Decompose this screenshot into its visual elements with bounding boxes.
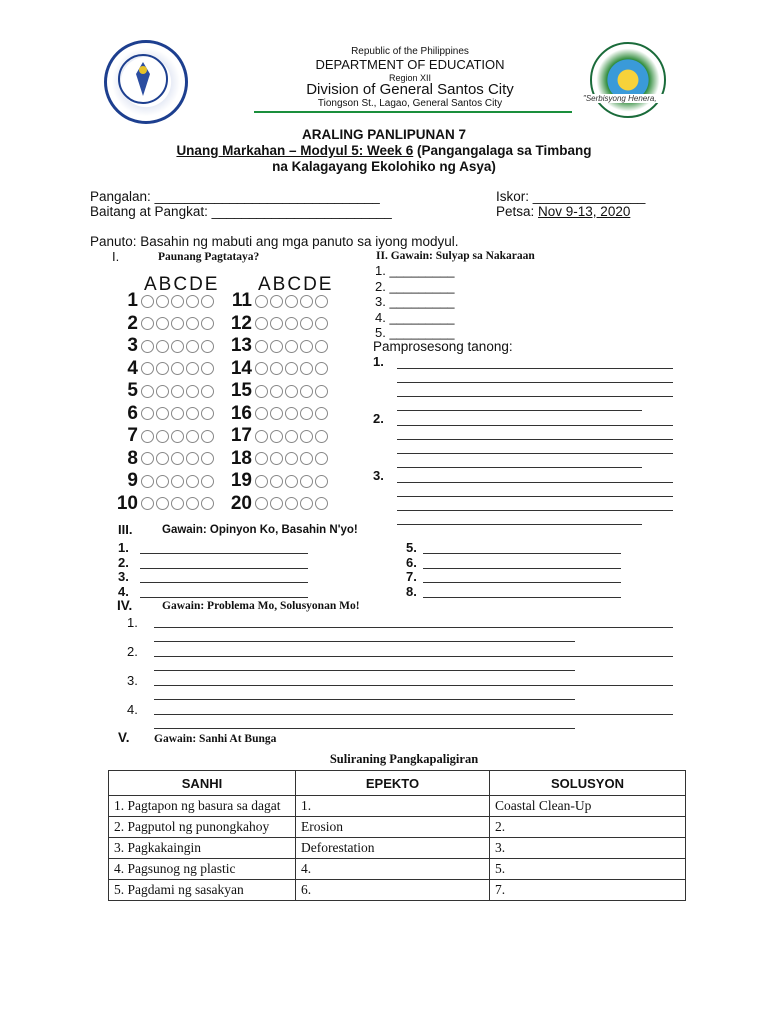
answer-bubble[interactable] [300, 362, 313, 375]
answer-bubble[interactable] [255, 295, 268, 308]
answer-bubble[interactable] [141, 475, 154, 488]
deped-seal-logo [104, 40, 188, 124]
part3-answer-line[interactable] [140, 568, 308, 569]
answer-bubble[interactable] [315, 452, 328, 465]
answer-row [228, 449, 330, 469]
name-blank: ______________________________ [154, 189, 380, 204]
item-number: 11 [231, 290, 252, 311]
part3-item-number: 3. [118, 569, 129, 584]
instructions: Panuto: Basahin ng mabuti ang mga panuto sa iyong modyul. [90, 234, 459, 249]
answer-bubble[interactable] [270, 497, 283, 510]
table-row [109, 859, 686, 880]
answer-row [228, 494, 330, 514]
answer-bubble[interactable] [300, 385, 313, 398]
answer-bubble[interactable] [141, 497, 154, 510]
answer-bubble[interactable] [171, 317, 184, 330]
answer-line[interactable] [397, 496, 673, 497]
part3-answer-line[interactable] [423, 568, 621, 569]
item-number: 9 [127, 470, 138, 491]
answer-line[interactable] [397, 482, 673, 483]
answer-bubble[interactable] [270, 385, 283, 398]
part4-answer-line[interactable] [154, 670, 575, 671]
answer-row [114, 314, 216, 334]
part3-answer-line[interactable] [423, 553, 621, 554]
answer-bubble[interactable] [270, 452, 283, 465]
answer-bubble[interactable] [255, 385, 268, 398]
answer-bubble[interactable] [156, 340, 169, 353]
cell-epekto: 6. [296, 880, 490, 901]
score-label: Iskor: [496, 189, 533, 204]
answer-bubble[interactable] [186, 340, 199, 353]
answer-bubble[interactable] [171, 497, 184, 510]
name-field[interactable] [90, 189, 380, 204]
answer-bubble[interactable] [186, 430, 199, 443]
item-number: 13 [230, 335, 252, 356]
part4-item-number: 3. [127, 673, 138, 688]
answer-bubble[interactable] [300, 407, 313, 420]
item-number: 16 [230, 402, 252, 424]
part2-item[interactable]: 2. _________ [375, 278, 455, 294]
item-number: 1 [127, 290, 138, 311]
grade-label: Baitang at Pangkat: [90, 204, 212, 219]
answer-bubble[interactable] [141, 385, 154, 398]
part1-title: Paunang Pagtataya? [158, 251, 260, 263]
part4-answer-line[interactable] [154, 656, 673, 657]
part3-answer-line[interactable] [140, 597, 308, 598]
answer-bubble[interactable] [201, 295, 214, 308]
part3-item-number: 1. [118, 540, 129, 555]
part5-title: Gawain: Sanhi At Bunga [154, 733, 277, 745]
cell-solusyon: 7. [490, 880, 686, 901]
item-number: 17 [230, 425, 252, 446]
part4-answer-line[interactable] [154, 627, 673, 628]
answer-letters-left: ABCDE [144, 274, 220, 295]
column-header-epekto: EPEKTO [296, 771, 490, 796]
answer-bubble[interactable] [285, 317, 298, 330]
cause-effect-table [108, 770, 686, 901]
answer-bubble[interactable] [255, 430, 268, 443]
answer-row [114, 426, 216, 446]
answer-bubble[interactable] [255, 452, 268, 465]
answer-bubble[interactable] [270, 407, 283, 420]
answer-row [228, 336, 330, 356]
answer-bubble[interactable] [255, 497, 268, 510]
answer-bubble[interactable] [186, 407, 199, 420]
answer-bubble[interactable] [171, 340, 184, 353]
answer-bubble[interactable] [315, 340, 328, 353]
answer-bubble[interactable] [315, 385, 328, 398]
answer-bubble[interactable] [315, 295, 328, 308]
answer-row [228, 381, 330, 401]
part4-numeral: IV. [117, 598, 133, 613]
module-title-line1 [0, 143, 768, 158]
cell-sanhi: 3. Pagkakaingin [109, 838, 296, 859]
answer-bubble[interactable] [285, 497, 298, 510]
answer-bubble[interactable] [255, 340, 268, 353]
answer-row [114, 381, 216, 401]
part3-item-number: 8. [406, 583, 417, 599]
question-number: 3. [373, 468, 384, 483]
answer-line[interactable] [397, 425, 673, 426]
answer-bubble[interactable] [285, 362, 298, 375]
answer-line[interactable] [397, 453, 673, 454]
answer-bubble[interactable] [300, 317, 313, 330]
part3-answer-line[interactable] [423, 597, 621, 598]
processing-question-label: Pamprosesong tanong: [373, 339, 513, 354]
cell-epekto: 1. [296, 796, 490, 817]
answer-line[interactable] [397, 410, 642, 411]
item-number: 15 [230, 380, 252, 401]
column-header-solusyon: SOLUSYON [490, 771, 686, 796]
part5-numeral: V. [118, 730, 130, 745]
item-number: 18 [230, 447, 252, 469]
part4-answer-line[interactable] [154, 699, 575, 700]
part4-item-number: 2. [127, 644, 138, 659]
answer-bubble[interactable] [285, 430, 298, 443]
date-field [496, 204, 630, 219]
answer-bubble[interactable] [201, 430, 214, 443]
part3-numeral: III. [118, 522, 133, 537]
part2-item[interactable]: 1. _________ [375, 263, 455, 278]
cell-solusyon: Coastal Clean-Up [490, 796, 686, 817]
header-republic: Republic of the Philippines [351, 46, 469, 57]
answer-bubble[interactable] [315, 362, 328, 375]
answer-bubble[interactable] [141, 362, 154, 375]
table-title: Suliraning Pangkapaligiran [329, 752, 479, 766]
answer-bubble[interactable] [186, 452, 199, 465]
part3-item-number: 4. [118, 583, 129, 599]
part3-item-number: 7. [406, 569, 417, 584]
module-topic-start: (Pangangalaga sa Timbang [413, 143, 592, 158]
question-number: 2. [373, 411, 384, 426]
answer-bubble[interactable] [285, 452, 298, 465]
answer-bubble[interactable] [201, 475, 214, 488]
answer-bubble[interactable] [171, 475, 184, 488]
answer-bubble[interactable] [186, 497, 199, 510]
part3-item-number: 5. [406, 540, 417, 555]
header-region: Region XII [388, 73, 432, 83]
answer-bubble[interactable] [201, 317, 214, 330]
answer-bubble[interactable] [285, 340, 298, 353]
answer-bubble[interactable] [171, 452, 184, 465]
grade-section-field[interactable] [90, 204, 392, 219]
answer-bubble[interactable] [315, 497, 328, 510]
table-row [109, 880, 686, 901]
answer-row [228, 471, 330, 491]
part3-item-number: 6. [406, 554, 417, 570]
item-number: 2 [127, 312, 138, 334]
item-number: 19 [230, 470, 252, 491]
answer-bubble[interactable] [300, 475, 313, 488]
answer-bubble[interactable] [141, 295, 154, 308]
answer-bubble[interactable] [141, 407, 154, 420]
answer-row [114, 494, 216, 514]
answer-bubble[interactable] [186, 475, 199, 488]
item-number: 5 [127, 380, 138, 401]
answer-line[interactable] [397, 396, 673, 397]
header-department: DEPARTMENT OF EDUCATION [315, 57, 505, 72]
item-number: 10 [116, 492, 138, 514]
answer-line[interactable] [397, 510, 673, 511]
item-number: 8 [127, 447, 138, 469]
answer-bubble[interactable] [315, 430, 328, 443]
item-number: 20 [230, 492, 252, 514]
answer-bubble[interactable] [156, 385, 169, 398]
answer-bubble[interactable] [270, 340, 283, 353]
table-row [109, 817, 686, 838]
answer-bubble[interactable] [186, 385, 199, 398]
cell-solusyon: 2. [490, 817, 686, 838]
answer-bubble[interactable] [300, 340, 313, 353]
cell-sanhi: 4. Pagsunog ng plastic [109, 859, 296, 880]
header-division: Division of General Santos City [306, 81, 514, 98]
answer-row [114, 336, 216, 356]
cell-sanhi: 1. Pagtapon ng basura sa dagat [109, 796, 296, 817]
module-title-line2: na Kalagayang Ekolohiko ng Asya) [272, 159, 496, 174]
answer-bubble[interactable] [270, 362, 283, 375]
answer-bubble[interactable] [201, 385, 214, 398]
cell-sanhi: 5. Pagdami ng sasakyan [109, 880, 296, 901]
part1-numeral: I. [112, 249, 120, 264]
item-number: 14 [230, 357, 252, 379]
part2-title: II. Gawain: Sulyap sa Nakaraan [376, 250, 535, 262]
name-label: Pangalan: [90, 189, 155, 204]
answer-bubble[interactable] [141, 430, 154, 443]
answer-bubble[interactable] [201, 452, 214, 465]
question-number: 1. [373, 354, 384, 369]
answer-bubble[interactable] [201, 340, 214, 353]
answer-bubble[interactable] [186, 362, 199, 375]
item-number: 12 [230, 312, 252, 334]
answer-bubble[interactable] [315, 475, 328, 488]
part3-answer-line[interactable] [140, 582, 308, 583]
part4-item-number: 4. [127, 702, 138, 717]
answer-bubble[interactable] [201, 497, 214, 510]
answer-bubble[interactable] [171, 362, 184, 375]
answer-bubble[interactable] [255, 362, 268, 375]
answer-bubble[interactable] [300, 497, 313, 510]
grade-blank: ________________________ [211, 204, 392, 219]
part4-answer-line[interactable] [154, 714, 673, 715]
answer-bubble[interactable] [171, 407, 184, 420]
part4-answer-line[interactable] [154, 685, 673, 686]
answer-bubble[interactable] [141, 452, 154, 465]
answer-bubble[interactable] [186, 317, 199, 330]
part4-answer-line[interactable] [154, 728, 575, 729]
answer-bubble[interactable] [255, 317, 268, 330]
answer-row [114, 449, 216, 469]
answer-bubble[interactable] [156, 430, 169, 443]
cell-sanhi: 2. Pagputol ng punongkahoy [109, 817, 296, 838]
answer-bubble[interactable] [171, 430, 184, 443]
subject-title: ARALING PANLIPUNAN 7 [301, 127, 466, 142]
answer-bubble[interactable] [270, 317, 283, 330]
part3-answer-line[interactable] [423, 582, 621, 583]
cell-epekto: Deforestation [296, 838, 490, 859]
header-address: Tiongson St., Lagao, General Santos City [317, 98, 503, 109]
part2-item[interactable]: 4. _________ [375, 309, 455, 325]
answer-letters-right: ABCDE [258, 274, 334, 295]
part3-item-number: 2. [118, 554, 129, 570]
answer-bubble[interactable] [156, 497, 169, 510]
item-number: 6 [127, 402, 138, 424]
answer-bubble[interactable] [201, 362, 214, 375]
answer-bubble[interactable] [285, 407, 298, 420]
answer-line[interactable] [397, 368, 673, 369]
date-value: Nov 9-13, 2020 [538, 204, 631, 219]
answer-bubble[interactable] [300, 430, 313, 443]
answer-bubble[interactable] [285, 385, 298, 398]
division-tagline: "Serbisyong Henera, [583, 94, 673, 103]
part4-title: Gawain: Problema Mo, Solusyonan Mo! [162, 600, 360, 612]
answer-bubble[interactable] [315, 407, 328, 420]
answer-bubble[interactable] [270, 475, 283, 488]
answer-row [114, 471, 216, 491]
answer-bubble[interactable] [141, 317, 154, 330]
answer-bubble[interactable] [270, 430, 283, 443]
answer-bubble[interactable] [156, 475, 169, 488]
answer-bubble[interactable] [171, 295, 184, 308]
answer-bubble[interactable] [156, 362, 169, 375]
part4-answer-line[interactable] [154, 641, 575, 642]
cell-epekto: 4. [296, 859, 490, 880]
answer-bubble[interactable] [300, 452, 313, 465]
answer-bubble[interactable] [201, 407, 214, 420]
answer-bubble[interactable] [171, 385, 184, 398]
answer-bubble[interactable] [315, 317, 328, 330]
item-number: 7 [127, 425, 138, 446]
answer-bubble[interactable] [156, 407, 169, 420]
item-number: 4 [127, 357, 138, 379]
answer-bubble[interactable] [255, 475, 268, 488]
cell-solusyon: 3. [490, 838, 686, 859]
answer-bubble[interactable] [156, 295, 169, 308]
answer-row [114, 404, 216, 424]
column-header-sanhi: SANHI [109, 771, 296, 796]
answer-row [228, 314, 330, 334]
answer-row [228, 359, 330, 379]
table-row [109, 796, 686, 817]
part2-item[interactable]: 3. _________ [375, 294, 455, 309]
answer-bubble[interactable] [255, 407, 268, 420]
answer-bubble[interactable] [186, 295, 199, 308]
part3-answer-line[interactable] [140, 553, 308, 554]
answer-bubble[interactable] [285, 295, 298, 308]
answer-row [228, 291, 330, 311]
score-field[interactable] [496, 189, 645, 204]
answer-bubble[interactable] [156, 452, 169, 465]
part3-title: Gawain: Opinyon Ko, Basahin N'yo! [162, 524, 358, 536]
part4-item-number: 1. [127, 615, 138, 630]
answer-line[interactable] [397, 439, 673, 440]
answer-row [114, 291, 216, 311]
answer-row [114, 359, 216, 379]
cell-epekto: Erosion [296, 817, 490, 838]
answer-bubble[interactable] [156, 317, 169, 330]
answer-row [228, 404, 330, 424]
answer-line[interactable] [397, 467, 642, 468]
answer-line[interactable] [397, 524, 642, 525]
answer-bubble[interactable] [270, 295, 283, 308]
answer-line[interactable] [397, 382, 673, 383]
part2-item[interactable]: 5. _________ [375, 325, 455, 340]
cell-solusyon: 5. [490, 859, 686, 880]
score-blank: _______________ [532, 189, 646, 204]
answer-bubble[interactable] [141, 340, 154, 353]
item-number: 3 [127, 335, 138, 356]
header-divider [254, 111, 572, 113]
division-seal-logo [590, 42, 666, 118]
table-header-row [109, 771, 686, 796]
answer-row [228, 426, 330, 446]
table-row [109, 838, 686, 859]
date-label: Petsa: [496, 204, 539, 219]
answer-bubble[interactable] [300, 295, 313, 308]
module-quarter-week: Unang Markahan – Modyul 5: Week 6 [176, 143, 414, 158]
answer-bubble[interactable] [285, 475, 298, 488]
